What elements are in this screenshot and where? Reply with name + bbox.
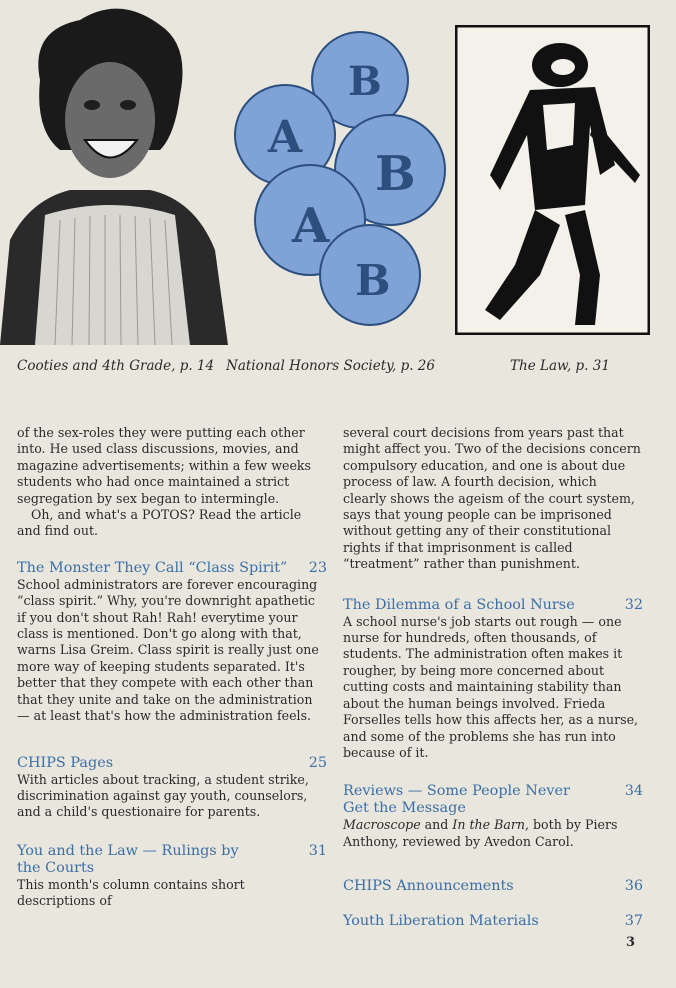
- entry-page-number: 32: [624, 596, 643, 613]
- toc-entry-you-and-the-law[interactable]: [17, 843, 327, 910]
- intro-paragraph: of the sex-roles they were putting each other into. He used class discussions, movies, and magazine advertisements; within a few weeks students who had once maintained a strict segregation by sex began to intermingle.: [17, 425, 311, 506]
- photo-strip: [0, 0, 676, 345]
- soldier-drawing: [455, 25, 650, 335]
- caption-honors-society: National Honors Society, p. 26: [226, 358, 435, 374]
- toc-entry-chips-announcements[interactable]: [343, 878, 643, 895]
- toc-entry-reviews[interactable]: [343, 783, 643, 850]
- page-number: 3: [626, 935, 636, 950]
- entry-page-number: 34: [624, 783, 643, 800]
- book-title: Macroscope: [343, 817, 421, 833]
- svg-text:B: B: [355, 256, 391, 305]
- entry-title: Youth Liberation Materials: [343, 913, 539, 930]
- entry-title: Reviews — Some People Never Get the Message: [343, 783, 570, 817]
- entry-title: You and the Law — Rulings by the Courts: [17, 842, 239, 876]
- continued-paragraph: several court decisions from years past that might affect you. Two of the decisions concern compulsory education, and one is about due process of law. A fourth decision, which clearly shows the ageism of the court system, says that young people can be imprisoned without getting any of their constitutional rights if that imprisonment is called “treatment” rather than punishment.: [343, 425, 641, 572]
- entry-description: This month's column contains short descriptions of: [17, 876, 245, 909]
- entry-page-number: 23: [308, 559, 327, 576]
- caption-cooties: Cooties and 4th Grade, p. 14: [17, 358, 215, 374]
- svg-text:B: B: [348, 58, 382, 105]
- svg-text:A: A: [268, 112, 303, 163]
- entry-title: CHIPS Pages: [17, 754, 114, 771]
- photo-captions: [0, 358, 676, 382]
- toc-entry-school-nurse[interactable]: [343, 597, 643, 762]
- entry-description: Macroscope and In the Barn, both by Piers Anthony, reviewed by Avedon Carol.: [343, 817, 618, 849]
- toc-entry-chips-pages[interactable]: [17, 755, 327, 821]
- right-column: [343, 425, 643, 930]
- entry-title: The Dilemma of a School Nurse: [343, 596, 575, 613]
- entry-title: CHIPS Announcements: [343, 878, 514, 895]
- entry-page-number: 31: [308, 842, 327, 859]
- toc-entry-class-spirit[interactable]: [17, 560, 327, 725]
- caption-the-law: The Law, p. 31: [510, 358, 610, 374]
- toc-entry-youth-liberation[interactable]: [343, 913, 643, 930]
- svg-text:A: A: [292, 198, 330, 254]
- entry-page-number: 36: [624, 878, 643, 895]
- intro-paragraph-2: Oh, and what's a POTOS? Read the article and find out.: [17, 507, 302, 539]
- blue-letter-balls: [230, 30, 460, 330]
- entry-description: School administrators are forever encouraging “class spirit.” Why, you're downright apathetic if you don't shout Rah! Rah! everytime your class is mentioned. Don't go along with that, warns Lisa Greim. Class spirit is really just one more way of keeping students separated. It's better that they compete with each other than that they unite and take on the administration — at least that's how the administration feels.: [17, 576, 319, 724]
- entry-page-number: 37: [624, 913, 643, 930]
- left-column: [17, 425, 327, 910]
- laughing-girl-photo: [0, 0, 228, 345]
- svg-text:B: B: [375, 146, 416, 202]
- entry-title: The Monster They Call “Class Spirit”: [17, 559, 288, 576]
- entry-page-number: 25: [308, 754, 327, 771]
- entry-description: With articles about tracking, a student strike, discrimination against gay youth, counselors, and a child's questionaire for parents.: [17, 771, 309, 820]
- entry-description: A school nurse's job starts out rough — one nurse for hundreds, often thousands, of students. The administration often makes it rougher, by being more concerned about cutting costs and maintaining stability than about the human beings involved. Frieda Forselles tells how this affects her, as a nurse, and some of the problems she has run into because of it.: [343, 613, 639, 760]
- book-title: In the Barn: [452, 817, 525, 833]
